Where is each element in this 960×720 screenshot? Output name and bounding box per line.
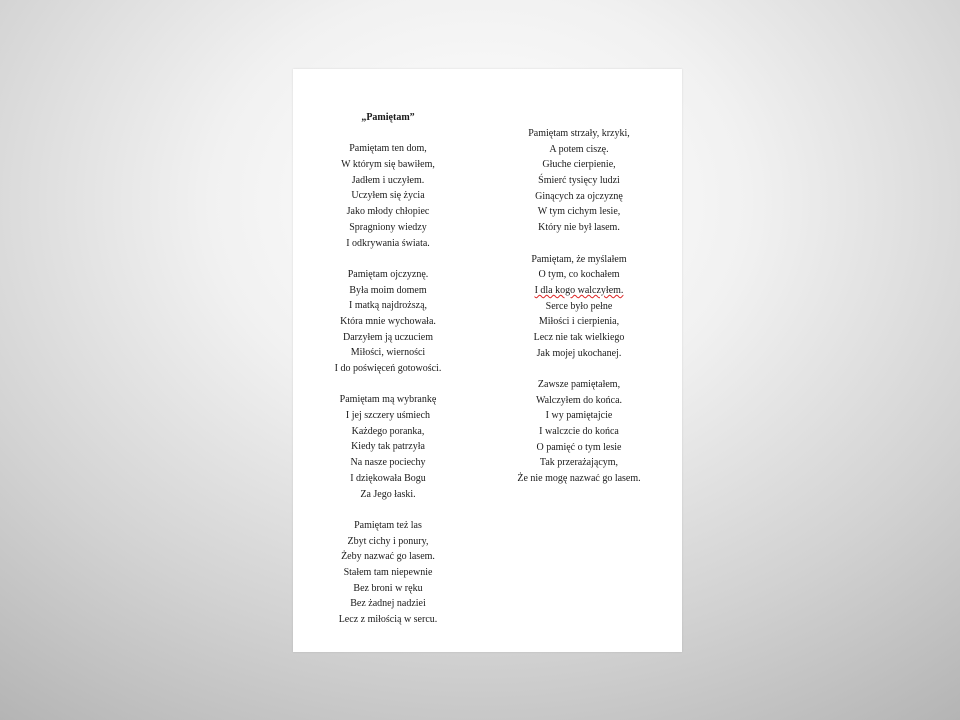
poem-line: Żeby nazwać go lasem. <box>341 551 435 563</box>
stanza-4 <box>293 518 483 628</box>
stanza-5 <box>484 126 674 236</box>
poem-line: Tak przerażającym, <box>539 457 619 469</box>
stanza-7 <box>484 377 674 487</box>
poem-line: Jadłem i uczyłem. <box>351 174 425 186</box>
poem-line: I jej szczery uśmiech <box>345 410 431 422</box>
spellcheck-underlined-line: I dla kogo walczyłem. <box>534 284 624 296</box>
poem-line <box>484 283 674 299</box>
poem-column-right <box>484 126 674 503</box>
poem-line: Na nasze pociechy <box>350 457 426 469</box>
poem-line: A potem ciszę. <box>549 143 609 155</box>
poem-line: Miłości, wierności <box>350 347 426 359</box>
poem-line: Za Jego łaski. <box>360 488 416 500</box>
poem-line: Że nie mogę nazwać go lasem. <box>517 473 641 485</box>
poem-line: Darzyłem ją uczuciem <box>343 331 433 343</box>
poem-line: Ginących za ojczyznę <box>535 190 623 202</box>
poem-line: O pamięć o tym lesie <box>536 441 622 453</box>
poem-line: I odkrywania świata. <box>346 237 430 249</box>
poem-line: I dziękowała Bogu <box>350 472 426 484</box>
poem-line: Która mnie wychowała. <box>340 315 436 327</box>
poem-line: Miłości i cierpienia, <box>538 316 620 328</box>
poem-line: Jak mojej ukochanej. <box>536 347 622 359</box>
stanza-6 <box>484 252 674 362</box>
stanza-1 <box>293 141 483 251</box>
poem-column-left <box>293 110 483 643</box>
poem-line: Pamiętam też las <box>354 519 422 531</box>
poem-line: I do poświęceń gotowości. <box>334 363 442 374</box>
poem-line: Lecz z miłością w sercu. <box>338 614 438 625</box>
poem-line: Każdego poranka, <box>351 425 425 437</box>
poem-line: Który nie był lasem. <box>538 222 620 234</box>
poem-line: Serce było pełne <box>545 300 613 312</box>
poem-line: Pamiętam ojczyznę. <box>347 268 429 280</box>
poem-line: Spragniony wiedzy <box>349 221 427 233</box>
poem-line: Zawsze pamiętałem, <box>537 379 621 390</box>
poem-line: W którym się bawiłem, <box>341 159 435 171</box>
poem-line: Kiedy tak patrzyła <box>351 441 425 453</box>
stanza-2 <box>293 267 483 377</box>
poem-title: „Pamiętam” <box>361 112 415 123</box>
poem-line: I wy pamiętajcie <box>545 410 613 422</box>
stanza-3 <box>293 392 483 502</box>
poem-line: Lecz nie tak wielkiego <box>533 331 625 343</box>
poem-line: Była moim domem <box>349 284 427 296</box>
poem-line: Bez broni w ręku <box>353 582 423 594</box>
poem-line: Bez żadnej nadziei <box>350 598 426 610</box>
document-page <box>293 69 682 652</box>
poem-line: I walczcie do końca <box>539 426 619 438</box>
poem-line: Zbyt cichy i ponury, <box>347 535 429 547</box>
poem-line: Jako młody chłopiec <box>346 206 430 218</box>
poem-line: Śmierć tysięcy ludzi <box>538 175 620 187</box>
poem-line: Pamiętam ten dom, <box>349 143 427 155</box>
poem-line: Pamiętam strzały, krzyki, <box>528 128 630 139</box>
poem-line: Stałem tam niepewnie <box>343 566 433 578</box>
poem-line: Głuche cierpienie, <box>542 159 616 171</box>
poem-line: W tym cichym lesie, <box>537 206 621 218</box>
poem-line: Pamiętam mą wybrankę <box>339 394 437 406</box>
poem-line: I matką najdroższą, <box>348 300 428 312</box>
poem-line: Walczyłem do końca. <box>535 394 623 406</box>
poem-line: Uczyłem się życia <box>351 190 425 202</box>
poem-line: O tym, co kochałem <box>538 269 620 281</box>
poem-line: Pamiętam, że myślałem <box>531 253 627 265</box>
